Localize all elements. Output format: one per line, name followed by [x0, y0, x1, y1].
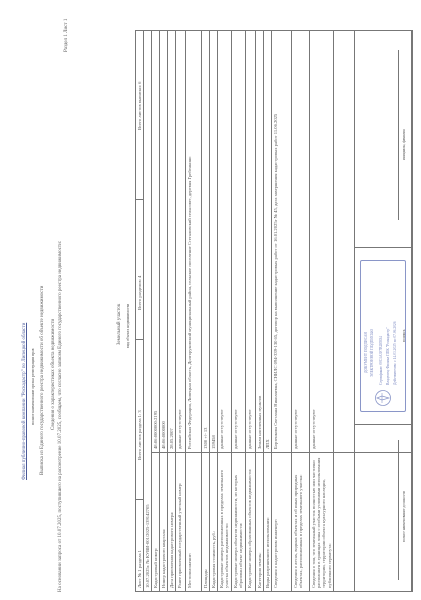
row-value: 48:06:0000000:2195	[152, 410, 158, 449]
name-caption: инициалы, фамилия	[402, 129, 406, 160]
authority-name: Филиал публично-правовой компании "Роскадастр" по Липецкой области	[22, 322, 27, 480]
stamp-line-5: Действителен: с 14.03.2025 по 07.06.2026	[393, 321, 397, 385]
total-lists: Всего листов выписки: 6	[137, 81, 142, 130]
row-value: Борзенкова Светлана Николаевна, СНИЛС 094-339-130 65, договор на выполнение кадастровых работ от 16.01.2025г № 45, дата завершения кадастровых работ 11.06.2025	[272, 113, 278, 449]
position-caption: полное наименование должности	[402, 490, 406, 542]
row-value: данные отсутствуют	[292, 409, 298, 449]
row-label: Кадастровый номер:	[152, 547, 158, 588]
object-type-caption: вид объекта недвижимости	[126, 303, 130, 348]
signature-caption: подпись	[402, 329, 406, 342]
stamp-line-2: ЭЛЕКТРОННОЙ ПОДПИСЬЮ	[370, 328, 374, 377]
object-type: Земельный участок	[117, 303, 122, 345]
stamp-line-1: ДОКУМЕНТ ПОДПИСАН	[364, 331, 368, 373]
row-label: Ранее присвоенный государственный учетный номер:	[176, 482, 182, 588]
row-value: 159458	[210, 435, 216, 449]
row-value: 28.05.2007	[168, 428, 174, 449]
authority-caption: полное наименование органа регистрации прав	[31, 348, 35, 425]
row-value: ЛПХ	[264, 439, 270, 449]
date-number: 10.07.2025г. № КУВИ-001/2025-139142705	[145, 504, 150, 588]
row-label: Категория земель:	[256, 552, 262, 588]
total-sections: Всего разделов: 4	[137, 275, 142, 310]
row-label: Кадастровая стоимость, руб.:	[210, 530, 216, 588]
row-value: данные отсутствуют	[232, 409, 238, 449]
document-title: Выписка из Единого государственного реестра недвижимости об объекте недвижимости	[40, 285, 45, 475]
row-value: данные отсутствуют	[310, 409, 316, 449]
row-label: Сведения о кадастровом инженере:	[272, 518, 278, 588]
row-label: Кадастровые номера образованных объектов недвижимости:	[246, 468, 252, 588]
row-divider	[333, 31, 334, 592]
row-label: Виды разрешенного использования:	[264, 517, 270, 588]
sheet-label: Раздел 1 Лист 1	[64, 18, 69, 52]
row-label: Площадь:	[202, 568, 208, 588]
row-label: Местоположение:	[186, 552, 192, 588]
row-label: Сведения о лесах, водных объектах и об иных природных объектах, расположенных в пределах земельного участка:	[292, 474, 303, 588]
row-value: 48:06:0000000	[160, 421, 166, 449]
row-label: Сведения о том, что земельный участок полностью или частично расположен в границах зоны с особыми условиями использования территории, территории объекта культурного наследия, публичного сервитута:	[310, 457, 332, 588]
row-label: Дата присвоения кадастрового номера:	[168, 511, 174, 588]
stamp-line-4: Владелец: Филиал ППК "Роскадастр"	[386, 327, 390, 385]
row-value: Российская Федерация, Липецкая область, Долгоруковский муниципальный район, сельское поселение Стегаловский сельсовет, деревня Гребенкино	[186, 156, 192, 449]
row-value: данные отсутствуют	[246, 409, 252, 449]
row-label: Номер кадастрового квартала:	[160, 528, 166, 588]
stamp-line-3: Сертификат: 00C1A3F7B2E9D4	[379, 336, 383, 385]
emblem-icon	[374, 389, 392, 407]
request-line: На основании запроса от 10.07.2025, поступившего на рассмотрение 10.07.2025, сообщаем, что согласно записям Единого государственного реестра недвижимости:	[58, 240, 63, 592]
row-value: Земли населенных пунктов	[256, 395, 262, 449]
total-lists-section: Всего листов раздела 1: 3	[137, 410, 142, 460]
row-value: данные отсутствуют	[176, 409, 182, 449]
document-subtitle: Сведения о характеристиках объекта недвижимости	[51, 318, 56, 430]
row-value: данные отсутствуют	[218, 409, 224, 449]
signature-stamp	[360, 260, 406, 412]
list-number: Лист № 1 раздела 1	[137, 550, 142, 588]
row-label: Кадастровые номера расположенных в пределах земельного участка объектов недвижимости:	[218, 469, 229, 588]
row-label: Кадастровые номера объектов недвижимости, из которых образован объект недвижимости:	[232, 474, 243, 588]
row-value: 1300 +/- 13	[202, 427, 208, 449]
